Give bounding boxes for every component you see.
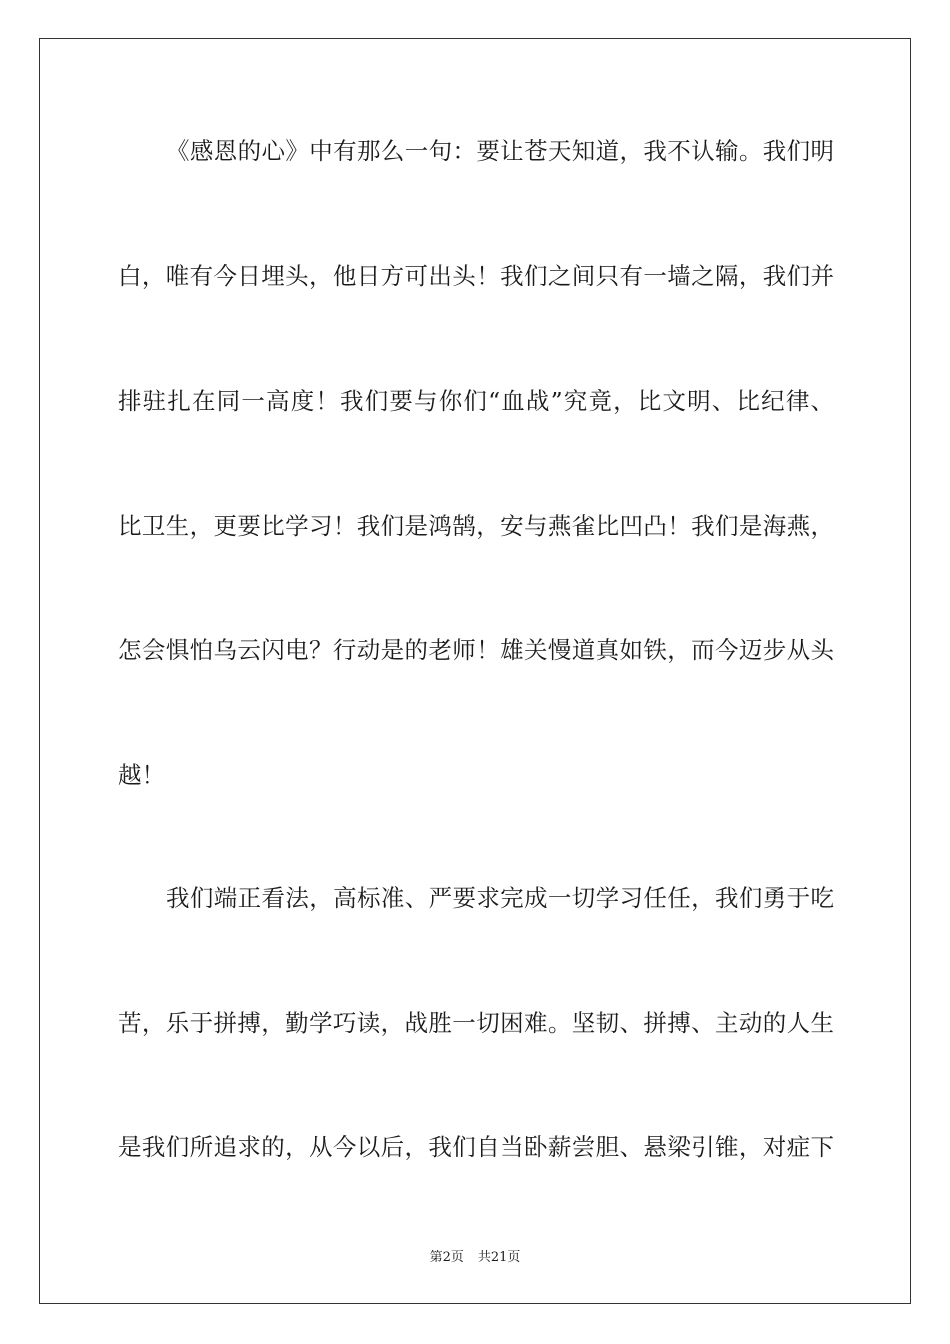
page-total: 共21页 <box>477 1250 521 1265</box>
text-line: 越！ <box>118 761 165 789</box>
text-line: 苦，乐于拼搏，勤学巧读，战胜一切困难。坚韧、拼搏、主动的人生 <box>118 1009 834 1037</box>
text-line: 比卫生，更要比学习！我们是鸿鹄，安与燕雀比凹凸！我们是海燕， <box>118 512 834 540</box>
text-line: 白，唯有今日埋头，他日方可出头！我们之间只有一墙之隔，我们并 <box>118 262 834 290</box>
text-line: 是我们所追求的，从今以后，我们自当卧薪尝胆、悬梁引锥，对症下 <box>118 1133 834 1161</box>
text-line: 排驻扎在同一高度！我们要与你们“血战”究竟，比文明、比纪律、 <box>118 387 834 415</box>
page-footer <box>0 1246 950 1265</box>
page-number: 第2页 <box>429 1250 464 1265</box>
page-frame <box>39 38 911 1304</box>
text-line: 我们端正看法，高标准、严要求完成一切学习任任，我们勇于吃 <box>166 884 834 912</box>
text-line: 怎会惧怕乌云闪电？行动是的老师！雄关慢道真如铁，而今迈步从头 <box>118 636 834 664</box>
text-line: 《感恩的心》中有那么一句：要让苍天知道，我不认输。我们明 <box>166 137 834 165</box>
